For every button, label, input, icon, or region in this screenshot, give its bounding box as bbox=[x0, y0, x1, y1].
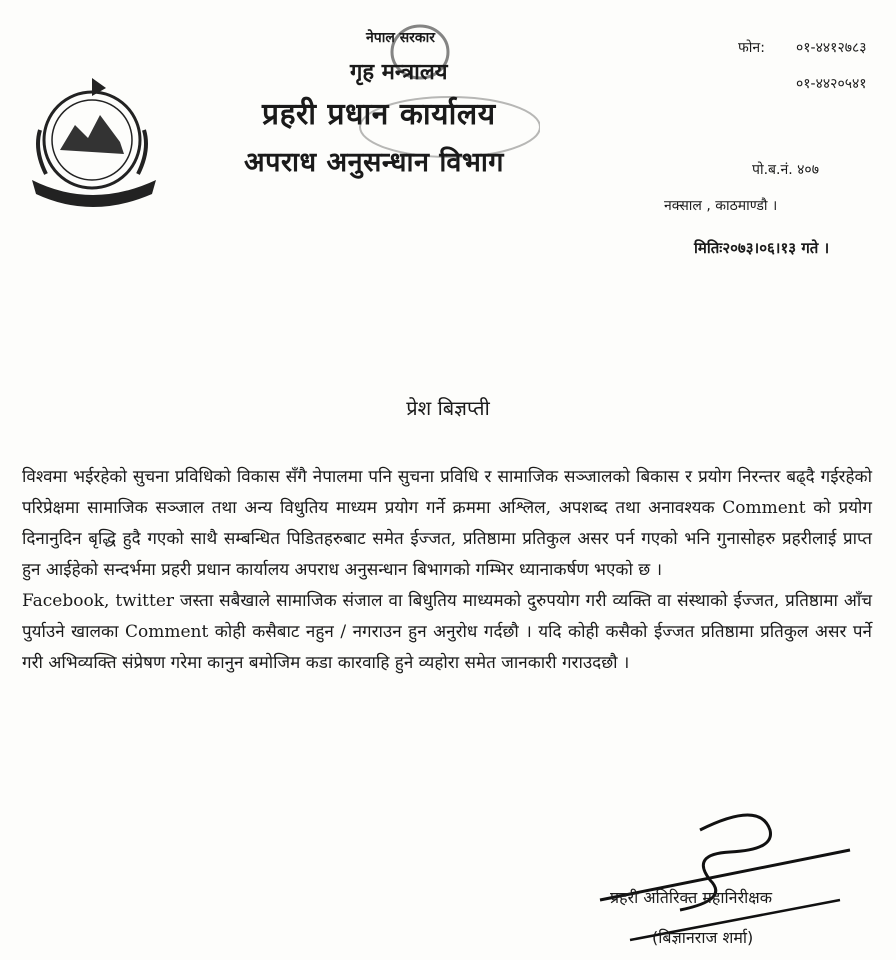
government-label: नेपाल सरकार bbox=[366, 30, 436, 46]
body-text bbox=[22, 462, 872, 679]
po-box: पो.ब.नं. ४०७ bbox=[752, 162, 819, 178]
address: नक्साल , काठमाण्डौ । bbox=[664, 198, 778, 214]
body-paragraph-1: विश्वमा भईरहेको सुचना प्रविधिको विकास सँगै नेपालमा पनि सुचना प्रविधि र सामाजिक सञ्जालको बिकास र प्रयोग निरन्तर बढ्दै गईरहेको परिप्रेक्षमा सामाजिक सञ्जाल तथा अन्य विधुतिय माध्यम प्रयोग गर्ने क्रममा अश्लिल, अपशब्द तथा अनावश्यक Comment को प्रयोग दिनानुदिन बृद्धि हुदै गएको साथै सम्बन्धित पिडितहरुबाट समेत ईज्जत, प्रतिष्ठामा प्रतिकुल असर पर्न गएको भनि गुनासोहरु प्रहरीलाई प्राप्त हुन आईहेको सन्दर्भमा प्रहरी प्रधान कार्यालय अपराध अनुसन्धान बिभागको गम्भिर ध्यानाकर्षण भएको छ । bbox=[22, 467, 872, 580]
phone-number-1: ०१-४४१२७८३ bbox=[796, 40, 867, 56]
document-title: प्रेश बिज्ञप्ती bbox=[406, 396, 490, 420]
signatory-name: (बिज्ञानराज शर्मा) bbox=[652, 928, 754, 947]
phone-number-2: ०१-४४२०५४१ bbox=[796, 76, 867, 92]
nepal-police-emblem-icon bbox=[20, 70, 170, 210]
body-paragraph-2: Facebook, twitter जस्ता सबैखाले सामाजिक संजाल वा बिधुतिय माध्यमको दुरुपयोग गरी व्यक्ति वा संस्थाको ईज्जत, प्रतिष्ठामा आँच पुर्याउने खालका Comment कोही कसैबाट नहुन / नगराउन हुन अनुरोध गर्दछौ । यदि कोही कसैको ईज्जत प्रतिष्ठामा प्रतिकुल असर पर्ने गरी अभिव्यक्ति संप्रेषण गरेमा कानुन बमोजिम कडा कारवाहि हुने व्यहोरा समेत जानकारी गराउदछौ । bbox=[22, 591, 872, 673]
office-title: प्रहरी प्रधान कार्यालय bbox=[262, 97, 496, 132]
signatory-title: प्रहरी अतिरिक्त महानिरीक्षक bbox=[610, 888, 773, 907]
department-title: अपराध अनुसन्धान विभाग bbox=[244, 147, 505, 178]
phone-label: फोन: bbox=[738, 40, 765, 56]
date: मितिः२०७३।०६।१३ गते । bbox=[694, 239, 830, 257]
ministry-label: गृह मन्त्रालय bbox=[350, 60, 448, 85]
